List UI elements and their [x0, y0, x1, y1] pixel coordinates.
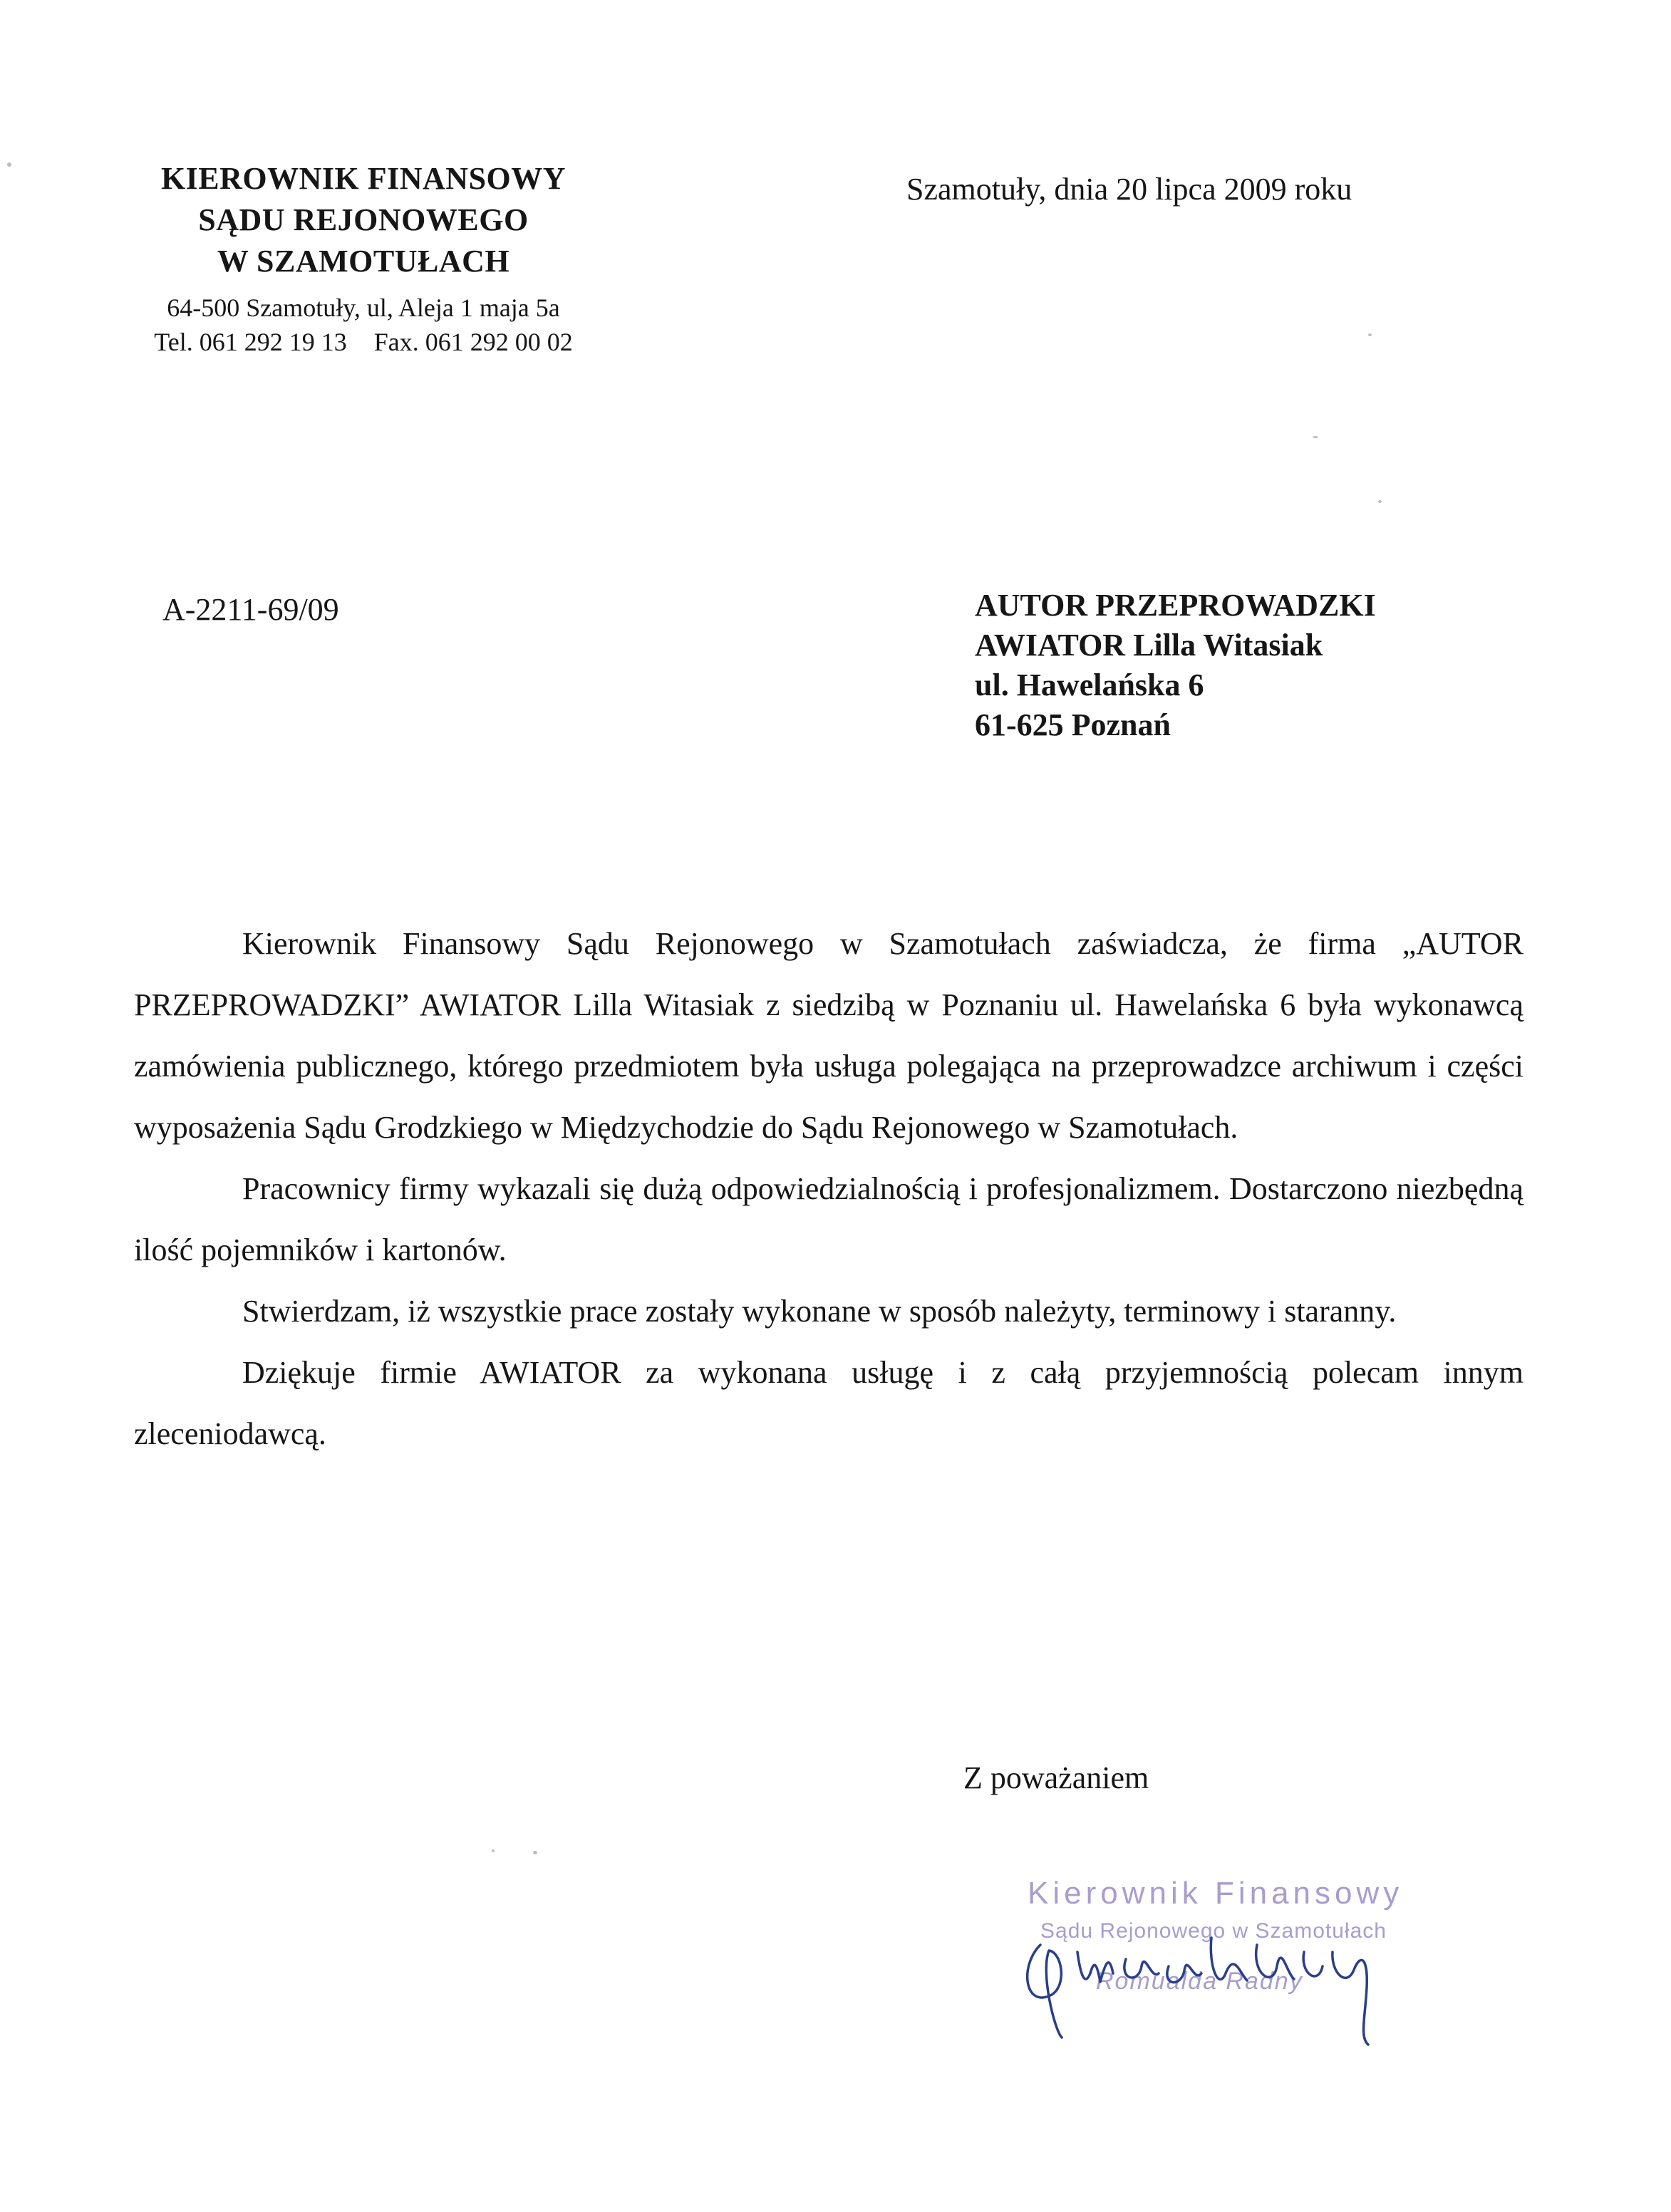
sender-tel: Tel. 061 292 19 13 — [154, 328, 347, 356]
body-paragraph-1: Kierownik Finansowy Sądu Rejonowego w Szamotułach zaświadcza, że firma „AUTOR PRZEPROWADZKI” AWIATOR Lilla Witasiak z siedzibą w Poznaniu ul. Hawelańska 6 była wykonawcą zamówienia publicznego, którego przedmiotem była usługa polegająca na przeprowadzce archiwum i części wyposażenia Sądu Grodzkiego w Międzychodzie do Sądu Rejonowego w Szamotułach. — [134, 926, 1523, 1145]
stamp-svg — [1012, 1866, 1411, 2052]
recipient-line-3: ul. Hawelańska 6 — [975, 668, 1204, 702]
stamp-line-2: Sądu Rejonowego w Szamotułach — [1040, 1919, 1387, 1943]
body-paragraph-2: Pracownicy firmy wykazali się dużą odpowiedzialnością i profesjonalizmem. Dostarczono niezbędną ilość pojemników i kartonów. — [134, 1171, 1523, 1267]
scan-speck — [1313, 436, 1318, 438]
sender-fax: Fax. 061 292 00 02 — [373, 328, 573, 356]
sender-org-line-3: W SZAMOTUŁACH — [217, 244, 510, 279]
scan-speck — [1378, 500, 1382, 503]
recipient-line-2: AWIATOR Lilla Witasiak — [975, 628, 1323, 663]
sender-header — [107, 158, 620, 359]
sender-org-line-2: SĄDU REJONOWEGO — [198, 202, 529, 237]
scan-speck — [492, 1849, 495, 1852]
recipient-line-1: AUTOR PRZEPROWADZKI — [975, 588, 1376, 623]
scan-speck — [7, 162, 11, 167]
sender-address: 64-500 Szamotuły, ul, Aleja 1 maja 5a — [167, 294, 560, 322]
sender-org-line-1: KIEROWNIK FINANSOWY — [160, 161, 567, 196]
scan-speck — [1368, 333, 1372, 336]
reference-number: A-2211-69/09 — [162, 592, 339, 627]
letter-body — [134, 913, 1523, 1465]
stamp-and-signature — [1012, 1866, 1411, 2052]
stamp-line-3: Romualda Radny — [1096, 1968, 1303, 1995]
body-paragraph-4: Dziękuje firmie AWIATOR za wykonana usługę i z całą przyjemnością polecam innym zleceniodawcą. — [134, 1355, 1523, 1451]
recipient-block — [975, 586, 1376, 745]
recipient-line-4: 61-625 Poznań — [975, 707, 1171, 742]
stamp-line-1: Kierownik Finansowy — [1028, 1876, 1404, 1911]
body-paragraph-3: Stwierdzam, iż wszystkie prace zostały wykonane w sposób należyty, terminowy i staranny. — [242, 1294, 1397, 1329]
closing-salutation: Z poważaniem — [963, 1760, 1149, 1795]
sender-contact — [107, 325, 620, 359]
place-and-date: Szamotuły, dnia 20 lipca 2009 roku — [906, 172, 1352, 207]
scan-speck — [533, 1851, 537, 1854]
